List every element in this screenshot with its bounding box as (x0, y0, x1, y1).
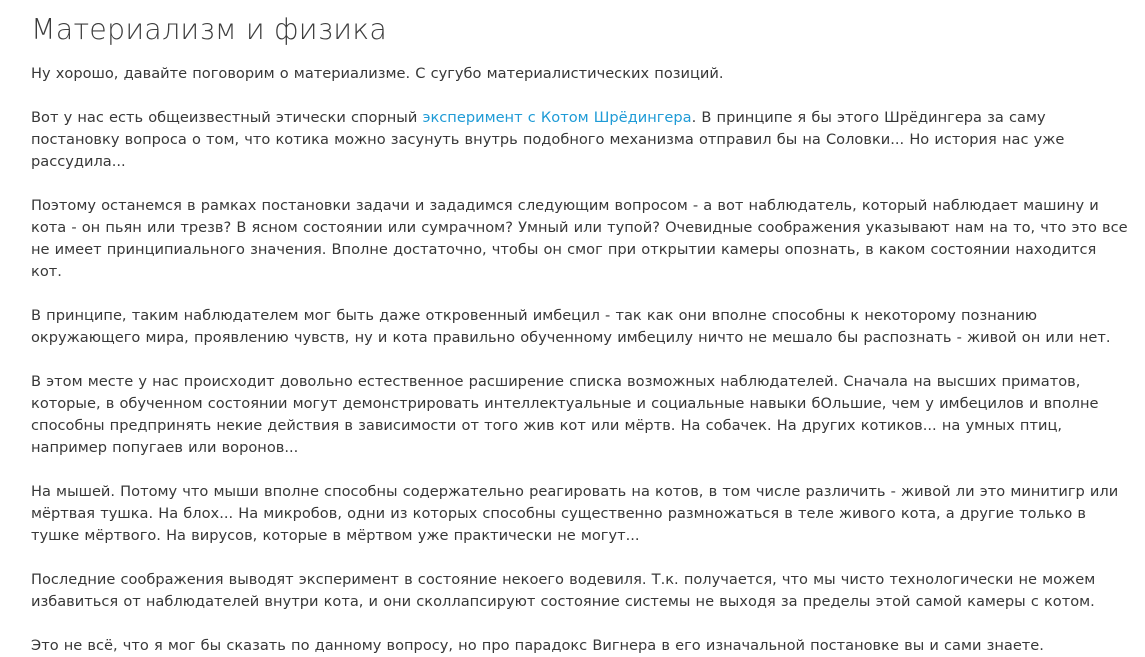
paragraph-text-after-link: . В принципе я бы этого Шрёдингера за саму постановку вопроса о том, что котика можно засунуть внутрь подобного механизма отправил бы на Соловки... Но история нас уже рассудила... (31, 109, 1065, 170)
paragraph-text-before-link: Вот у нас есть общеизвестный этически спорный (31, 109, 423, 126)
article-paragraph-8: Это не всё, что я мог бы сказать по данному вопросу, но про парадокс Вигнера в его изначальной постановке вы и сами знаете. (31, 637, 1044, 654)
article-paragraph-6: На мышей. Потому что мыши вполне способны содержательно реагировать на котов, в том числе различить - живой ли это минитигр или мёртвая тушка. На блох... На микробов, одни из которых способны существенно размножаться в теле живого кота, а другие только в тушке мёртвого. На вирусов, которые в мёртвом уже практически не могут... (31, 483, 1119, 544)
article-paragraph-3: Поэтому останемся в рамках постановки задачи и зададимся следующим вопросом - а вот наблюдатель, который наблюдает машину и кота - он пьян или трезв? В ясном состоянии или сумрачном? Умный или тупой? Очевидные соображения указывают нам на то, что это все не имеет принципиального значения. Вполне достаточно, чтобы он смог при открытии камеры опознать, в каком состоянии находится кот. (31, 197, 1128, 280)
article-paragraph-2 (31, 107, 1131, 173)
schrodinger-cat-experiment-link[interactable]: эксперимент с Котом Шрёдингера (422, 109, 692, 126)
article (31, 10, 1131, 657)
article-paragraph-1: Ну хорошо, давайте поговорим о материализме. С сугубо материалистических позиций. (31, 65, 724, 82)
article-paragraph-4: В принципе, таким наблюдателем мог быть даже откровенный имбецил - так как они вполне способны к некоторому познанию окружающего мира, проявлению чувств, ну и кота правильно обученному имбецилу ничто не мешало бы распознать - живой он или нет. (31, 307, 1111, 346)
article-paragraph-7: Последние соображения выводят эксперимент в состояние некоего водевиля. Т.к. получается, что мы чисто технологически не можем избавиться от наблюдателей внутри кота, и они сколлапсируют состояние системы не выходя за пределы этой самой камеры с котом. (31, 571, 1096, 610)
article-paragraph-5: В этом месте у нас происходит довольно естественное расширение списка возможных наблюдателей. Сначала на высших приматов, которые, в обученном состоянии могут демонстрировать интеллектуальные и социальные навыки бОльшие, чем у имбецилов и вполне способны предпринять некие действия в зависимости от того жив кот или мёртв. На собачек. На других котиков... на умных птиц, например попугаев или воронов... (31, 373, 1099, 456)
article-title: Материализм и физика (31, 13, 388, 46)
